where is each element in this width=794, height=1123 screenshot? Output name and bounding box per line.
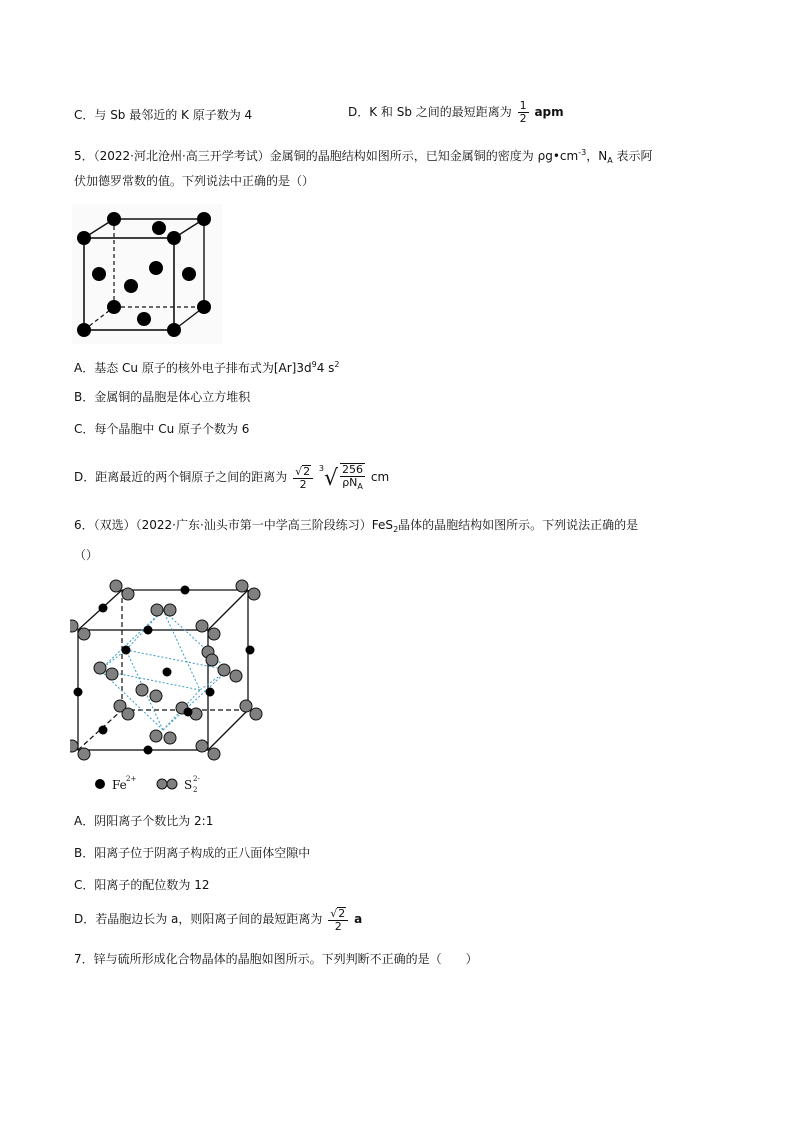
fe-ion bbox=[206, 688, 215, 697]
q6-option-d-unit: a bbox=[354, 912, 363, 926]
fe-legend-dot bbox=[95, 779, 105, 789]
s2-ion bbox=[208, 748, 220, 760]
fe-ion bbox=[163, 668, 172, 677]
cu-atom bbox=[167, 323, 181, 337]
s2-ion bbox=[94, 662, 106, 674]
s2-ion bbox=[122, 708, 134, 720]
s2-ion bbox=[230, 670, 242, 682]
s2-ion bbox=[78, 628, 90, 640]
s2-ion bbox=[196, 620, 208, 632]
s2-ion bbox=[164, 732, 176, 744]
sqrt2-over-2-fraction: $\frac{√2}{2}$ bbox=[293, 465, 313, 491]
cu-atom bbox=[197, 300, 211, 314]
cu-atom bbox=[152, 221, 166, 235]
q5-stem-line2: 伏加德罗常数的值。下列说法中正确的是（） bbox=[74, 174, 315, 188]
cube-root-index: 3 bbox=[318, 464, 325, 473]
cu-atom bbox=[197, 212, 211, 226]
q6-stem-line1: 6．（双选）（2022·广东·汕头市第一中学高三阶段练习）FeS$_2$晶体的晶胞结构如图所示。下列说法正确的是 bbox=[74, 518, 639, 534]
s-legend-sub: 2 bbox=[193, 786, 198, 794]
q4-option-d-unit: apm bbox=[534, 105, 564, 119]
cu-atom bbox=[137, 312, 151, 326]
s2-ion bbox=[70, 620, 78, 632]
q6-stem-line2: （） bbox=[74, 548, 99, 562]
s2-ion bbox=[78, 748, 90, 760]
cu-atom bbox=[149, 261, 163, 275]
s2-ion bbox=[150, 730, 162, 742]
cube-root-radicand: $\frac{256}{\rho N_A}$ bbox=[342, 462, 364, 491]
s2-ion bbox=[248, 588, 260, 600]
q5-option-d: D．距离最近的两个铜原子之间的距离为 $\frac{√2}{2}$ $^3$√ $\frac{256}{\rho N_A}$ cm bbox=[74, 462, 390, 491]
q5-option-b: B．金属铜的晶胞是体心立方堆积 bbox=[74, 390, 251, 404]
fe-legend-charge: 2+ bbox=[126, 775, 137, 783]
s2-ion bbox=[151, 604, 163, 616]
s2-ion bbox=[164, 604, 176, 616]
cu-atom bbox=[77, 231, 91, 245]
copper-unit-cell-figure bbox=[72, 204, 222, 344]
cu-atom bbox=[124, 279, 138, 293]
fe-ion bbox=[74, 688, 83, 697]
fe-ion bbox=[246, 646, 255, 655]
fe-ion bbox=[99, 726, 108, 735]
cu-atom bbox=[107, 212, 121, 226]
fe-ion bbox=[122, 646, 131, 655]
q4-option-c: C．与 Sb 最邻近的 K 原子数为 4 bbox=[74, 108, 253, 122]
s-legend-dot bbox=[157, 779, 167, 789]
q6-option-a: A．阴阳离子个数比为 2:1 bbox=[74, 814, 214, 828]
s2-ion bbox=[250, 708, 262, 720]
q5-option-a: A．基态 Cu 原子的核外电子排布式为$[Ar]3d^94$ $s^2$ bbox=[74, 360, 340, 375]
q4-option-d bbox=[348, 100, 564, 125]
sqrt2-over-2-fraction: $\frac{√2}{2}$ bbox=[328, 907, 348, 933]
s2-ion bbox=[150, 690, 162, 702]
s2-ion bbox=[208, 628, 220, 640]
fe-ion bbox=[144, 626, 153, 635]
fe-legend-label: Fe bbox=[112, 778, 127, 792]
cu-atom bbox=[167, 231, 181, 245]
s2-ion bbox=[196, 740, 208, 752]
q5-stem-line1: 5．（2022·河北沧州·高三开学考试）金属铜的晶胞结构如图所示，已知金属铜的密度为 $\rho g•cm^{-3}$，$N_A$ 表示阿 bbox=[74, 148, 653, 165]
s2-ion bbox=[70, 740, 78, 752]
cu-atom bbox=[77, 323, 91, 337]
fes2-unit-cell-figure bbox=[70, 578, 270, 798]
q4-option-d-text: D．K 和 Sb 之间的最短距离为 bbox=[348, 105, 512, 119]
q7-stem: 7．锌与硫所形成化合物晶体的晶胞如图所示。下列判断不正确的是（ ） bbox=[74, 952, 478, 966]
cu-atom bbox=[107, 300, 121, 314]
s2-ion bbox=[106, 668, 118, 680]
s2-ion bbox=[122, 588, 134, 600]
q5-option-c: C．每个晶胞中 Cu 原子个数为 6 bbox=[74, 422, 250, 436]
s2-ion bbox=[218, 664, 230, 676]
radical-sign: √ bbox=[324, 466, 339, 491]
q6-option-c: C．阳离子的配位数为 12 bbox=[74, 878, 210, 892]
cu-atom bbox=[182, 267, 196, 281]
cu-atom bbox=[92, 267, 106, 281]
s2-ion bbox=[110, 580, 122, 592]
s-legend-charge: 2- bbox=[193, 775, 200, 783]
s2-ion bbox=[136, 684, 148, 696]
s-legend-label: S bbox=[184, 778, 193, 792]
s-legend-dot bbox=[167, 779, 177, 789]
fe-ion bbox=[181, 586, 190, 595]
s2-ion bbox=[206, 654, 218, 666]
fe-ion bbox=[144, 746, 153, 755]
s2-ion bbox=[240, 700, 252, 712]
s2-ion bbox=[236, 580, 248, 592]
fe-ion bbox=[99, 604, 108, 613]
q6-option-d: D．若晶胞边长为 a，则阳离子间的最短距离为 $\frac{√2}{2}$ a bbox=[74, 906, 363, 933]
q5-option-d-unit: cm bbox=[370, 470, 390, 484]
half-fraction: $\frac{1}{2}$ bbox=[519, 99, 527, 125]
fe-ion bbox=[184, 708, 193, 717]
q6-option-b: B．阳离子位于阴离子构成的正八面体空隙中 bbox=[74, 846, 311, 860]
